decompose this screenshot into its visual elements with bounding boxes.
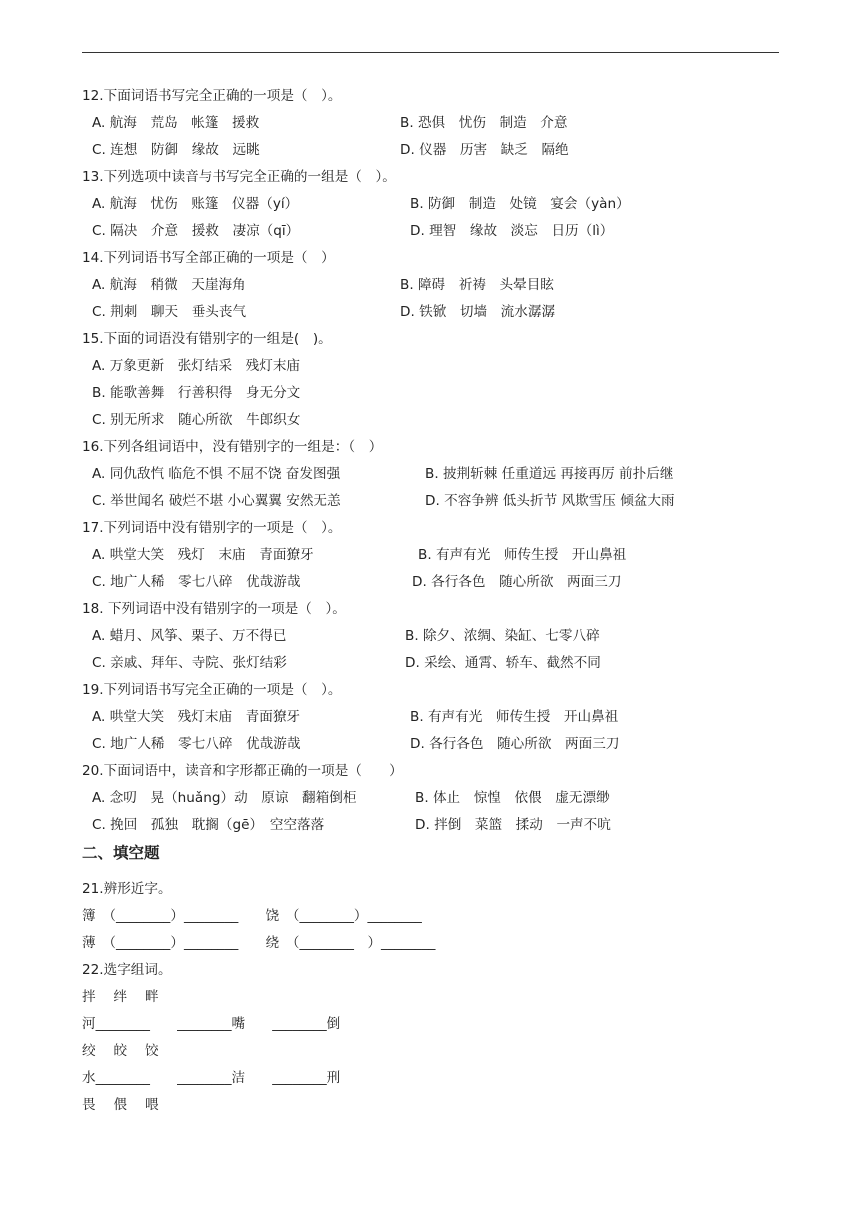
option-d: D. 仪器 历害 缺乏 隔绝 [400, 142, 569, 158]
fill-blank-row: 水________ ________洁 ________刑 [82, 1070, 341, 1086]
option-b: B. 恐俱 忧伤 制造 介意 [400, 115, 568, 131]
option-d: D. 拌倒 菜篮 揉动 一声不吭 [415, 817, 611, 833]
header-rule [82, 52, 779, 53]
question-stem: 20.下面词语中，读音和字形都正确的一项是（ ） [82, 763, 403, 779]
option-d: D. 铁锨 切墙 流水潺潺 [400, 304, 556, 320]
option-a: A. 航海 荒岛 帐篷 援救 [92, 115, 260, 131]
option-b: B. 披荆斩棘 任重道远 再接再厉 前扑后继 [425, 466, 674, 482]
question-stem: 22.选字组词。 [82, 962, 172, 978]
option-a: A. 同仇敌忾 临危不惧 不屈不饶 奋发图强 [92, 466, 341, 482]
option-c: C. 连想 防御 缘故 远眺 [92, 142, 260, 158]
option-d: D. 采绘、通霄、轿车、截然不同 [405, 655, 601, 671]
option-d: D. 理智 缘故 淡忘 日历（lì） [410, 223, 614, 239]
character-group: 畏 偎 喂 [82, 1097, 159, 1113]
fill-blank-row: 簿 （________）________ 饶 （________）________ [82, 908, 422, 924]
option-b: B. 有声有光 师传生授 开山鼻祖 [410, 709, 619, 725]
option-c: C. 隔决 介意 援救 凄凉（qī） [92, 223, 300, 239]
option-c: C. 荆刺 聊天 垂头丧气 [92, 304, 247, 320]
option-b: B. 防御 制造 处镜 宴会（yàn） [410, 196, 630, 212]
option-a: A. 航海 忧伤 账篷 仪器（yí） [92, 196, 299, 212]
option-a: A. 万象更新 张灯结采 残灯末庙 [92, 358, 301, 374]
option-a: A. 蜡月、风筝、栗子、万不得已 [92, 628, 287, 644]
question-stem: 18. 下列词语中没有错别字的一项是（ ）。 [82, 601, 346, 617]
fill-blank-row: 河________ ________嘴 ________倒 [82, 1016, 341, 1032]
option-b: B. 障碍 祈祷 头晕目眩 [400, 277, 554, 293]
question-stem: 12.下面词语书写完全正确的一项是（ ）。 [82, 88, 342, 104]
option-c: C. 地广人稀 零七八碎 优哉游哉 [92, 574, 301, 590]
option-a: A. 哄堂大笑 残灯 末庙 青面獠牙 [92, 547, 314, 563]
fill-blank-row: 薄 （________）________ 绕 （________ ）________ [82, 935, 436, 951]
option-c: C. 地广人稀 零七八碎 优哉游哉 [92, 736, 301, 752]
option-c: C. 举世闻名 破烂不堪 小心翼翼 安然无恙 [92, 493, 341, 509]
option-b: B. 体止 惊惶 依偎 虚无漂缈 [415, 790, 610, 806]
character-group: 绞 皎 饺 [82, 1043, 159, 1059]
option-c: C. 亲戚、拜年、寺院、张灯结彩 [92, 655, 287, 671]
question-stem: 15.下面的词语没有错别字的一组是( )。 [82, 331, 332, 347]
question-stem: 14.下列词语书写全部正确的一项是（ ） [82, 250, 335, 266]
question-stem: 21.辨形近字。 [82, 881, 172, 897]
option-d: D. 不容争辨 低头折节 风欺雪压 倾盆大雨 [425, 493, 675, 509]
option-a: A. 航海 稍微 天崖海角 [92, 277, 246, 293]
option-d: D. 各行各色 随心所欲 两面三刀 [410, 736, 620, 752]
question-stem: 13.下列选项中读音与书写完全正确的一组是（ ）。 [82, 169, 396, 185]
section-heading: 二、填空题 [82, 844, 160, 862]
option-a: A. 哄堂大笑 残灯末庙 青面獠牙 [92, 709, 301, 725]
option-b: B. 能歌善舞 行善积得 身无分文 [92, 385, 301, 401]
option-c: C. 别无所求 随心所欲 牛郎织女 [92, 412, 301, 428]
question-stem: 16.下列各组词语中，没有错别字的一组是：（ ） [82, 439, 383, 455]
question-stem: 19.下列词语书写完全正确的一项是（ ）。 [82, 682, 342, 698]
option-b: B. 除夕、浓绸、染缸、七零八碎 [405, 628, 600, 644]
option-b: B. 有声有光 师传生授 开山鼻祖 [418, 547, 627, 563]
option-d: D. 各行各色 随心所欲 两面三刀 [412, 574, 622, 590]
character-group: 拌 绊 畔 [82, 989, 159, 1005]
option-c: C. 挽回 孤独 耽搁（gē） 空空落落 [92, 817, 325, 833]
question-stem: 17.下列词语中没有错别字的一项是（ ）。 [82, 520, 342, 536]
option-a: A. 念叨 晃（huǎng）动 原谅 翻箱倒柜 [92, 790, 357, 806]
